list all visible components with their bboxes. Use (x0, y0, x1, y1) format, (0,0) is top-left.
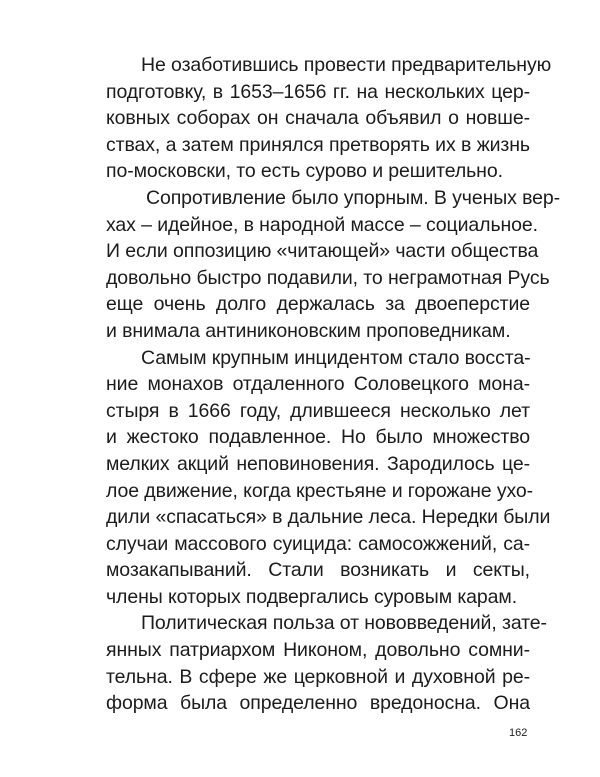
text-line: случаи массового суицида: самосожжений, са- (106, 532, 530, 555)
text-line: Политическая польза от нововведений, зате- (141, 612, 547, 635)
text-line: лое движение, когда крестьяне и горожане ухо- (106, 479, 534, 502)
text-line: Не озаботившись провести предварительную (141, 54, 552, 76)
text-line: дили «спасаться» в дальние леса. Нередки были (106, 506, 551, 529)
text-line: члены которых подвергались суровым карам. (106, 585, 518, 608)
text-line: довольно быстро подавили, то неграмотная Русь (106, 266, 550, 289)
text-line: ствах, а затем принялся претворять их в жизнь (106, 133, 530, 156)
text-line: и жестоко подавленное. Но было множество (106, 426, 530, 449)
text-line: тельна. В сфере же церковной и духовной ре- (106, 665, 530, 688)
page-body (71, 52, 561, 717)
text-line: янных патриархом Никоном, довольно сомни- (106, 639, 530, 662)
text-line: еще очень долго держалась за двоеперстие (106, 293, 530, 316)
text-line: Самым крупным инцидентом стало восста- (141, 346, 531, 369)
text-line: Сопротивление было упорным. В ученых вер- (146, 186, 561, 209)
text-line: подготовку, в 1653–1656 гг. на нескольких цер- (106, 80, 530, 103)
text-line: мелких акций неповиновения. Зародилось це- (106, 452, 530, 475)
paragraph-4 (71, 610, 547, 716)
text-line: и внимала антиниконовским проповедникам. (106, 319, 511, 342)
paragraph-2 (71, 185, 561, 345)
text-line: форма была определенно вредоносна. Она (106, 692, 530, 715)
text-line: И если оппозицию «читающей» части общества (106, 240, 539, 263)
text-line: хах – идейное, в народной массе – социальное. (106, 213, 538, 236)
text-line: по-московски, то есть сурово и решительно. (106, 160, 503, 183)
text-line: ковных соборах он сначала объявил о новше- (106, 107, 530, 130)
paragraph-1 (71, 52, 552, 185)
text-line: стыря в 1666 году, длившееся несколько лет (106, 399, 530, 422)
paragraph-3 (71, 345, 551, 611)
page-number: 162 (509, 727, 528, 739)
text-line: мозакапываний. Стали возникать и секты, (106, 559, 530, 582)
text-line: ние монахов отдаленного Соловецкого мона- (106, 373, 530, 396)
